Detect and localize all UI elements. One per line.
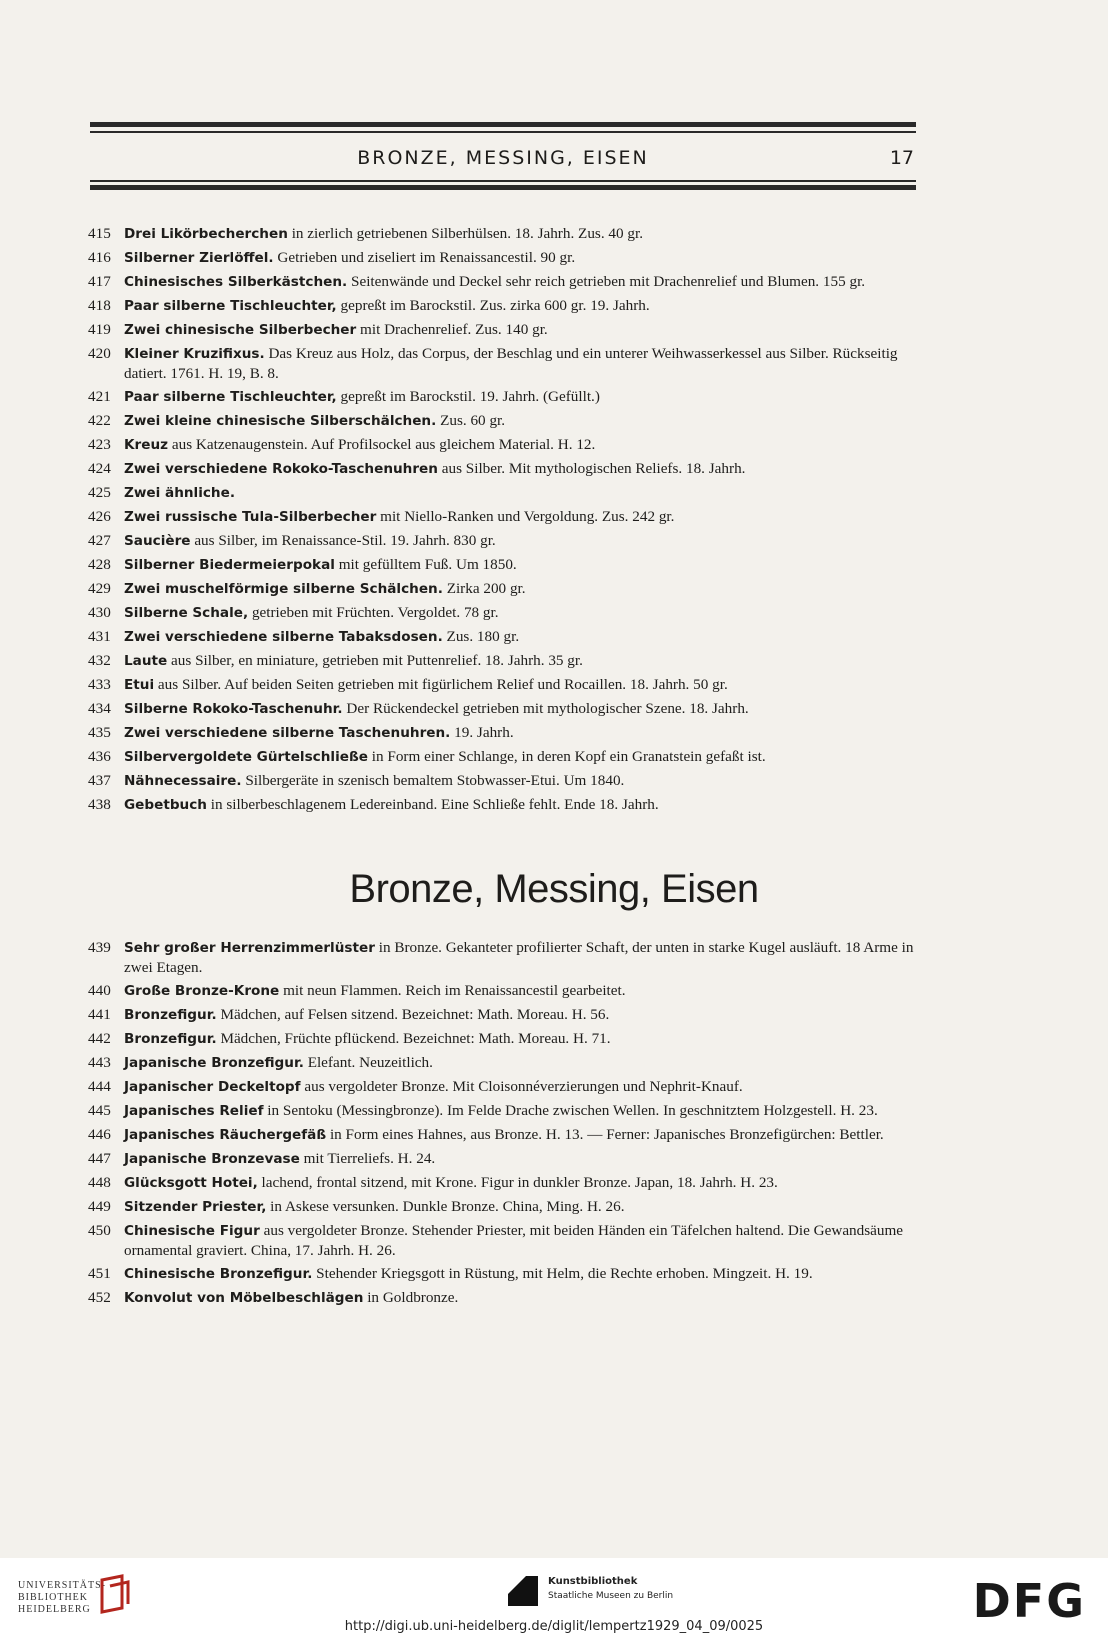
catalog-list-silver xyxy=(88,224,920,819)
entry-number: 450 xyxy=(88,1222,111,1239)
entry-number: 433 xyxy=(88,676,111,693)
catalog-entry xyxy=(88,459,920,479)
entry-detail: in silberbeschlagenem Ledereinband. Eine Schließe fehlt. Ende 18. Jahrh. xyxy=(206,796,659,813)
running-head-title: BRONZE, MESSING, EISEN xyxy=(357,147,649,169)
entry-number: 419 xyxy=(88,321,111,338)
entry-item-name: Japanischer Deckeltopf xyxy=(124,1079,301,1095)
entry-description xyxy=(124,603,920,623)
kb-subtitle: Staatliche Museen zu Berlin xyxy=(548,1591,674,1601)
university-library-logo-icon xyxy=(98,1574,132,1614)
entry-item-name: Bronzefigur. xyxy=(124,1031,217,1047)
entry-detail: mit Niello-Ranken und Vergoldung. Zus. 242 gr. xyxy=(376,508,675,525)
entry-detail: in Goldbronze. xyxy=(363,1289,459,1306)
entry-item-name: Zwei muschelförmige silberne Schälchen. xyxy=(124,581,443,597)
entry-item-name: Zwei verschiedene silberne Tabaksdosen. xyxy=(124,629,443,645)
entry-item-name: Japanisches Räuchergefäß xyxy=(124,1127,327,1143)
catalog-entry xyxy=(88,747,920,767)
catalog-entry xyxy=(88,224,920,244)
entry-item-name: Chinesische Bronzefigur. xyxy=(124,1266,313,1282)
catalog-entry xyxy=(88,699,920,719)
entry-number: 437 xyxy=(88,772,111,789)
entry-number: 422 xyxy=(88,412,111,429)
entry-number: 416 xyxy=(88,249,111,266)
entry-item-name: Laute xyxy=(124,653,168,669)
entry-item-name: Paar silberne Tischleuchter, xyxy=(124,389,337,405)
entry-description xyxy=(124,272,920,292)
entry-detail: lachend, frontal sitzend, mit Krone. Figur in dunkler Bronze. Japan, 18. Jahrh. H. 23. xyxy=(257,1174,778,1191)
entry-number: 435 xyxy=(88,724,111,741)
entry-number: 430 xyxy=(88,604,111,621)
entry-detail: in Bronze. Gekanteter profilierter Schaft, der unten in starke Kugel ausläuft. 18 Arme in zwei Etagen. xyxy=(124,939,914,976)
catalog-entry xyxy=(88,555,920,575)
entry-detail: getrieben mit Früchten. Vergoldet. 78 gr. xyxy=(248,604,499,621)
entry-detail: in Sentoku (Messingbronze). Im Felde Drache zwischen Wellen. In geschnitztem Holzgestell. H. 23. xyxy=(263,1102,878,1119)
catalog-entry xyxy=(88,723,920,743)
top-rule-thick xyxy=(90,122,916,127)
entry-item-name: Sitzender Priester, xyxy=(124,1199,267,1215)
entry-number: 451 xyxy=(88,1265,111,1282)
entry-detail: aus Silber. Mit mythologischen Reliefs. 18. Jahrh. xyxy=(437,460,746,477)
catalog-entry xyxy=(88,320,920,340)
catalog-entry xyxy=(88,795,920,815)
entry-description xyxy=(124,411,920,431)
entry-number: 418 xyxy=(88,297,111,314)
entry-description xyxy=(124,981,920,1001)
entry-detail: Silbergeräte in szenisch bemaltem Stobwasser-Etui. Um 1840. xyxy=(241,772,625,789)
catalog-entry xyxy=(88,651,920,671)
catalog-entry xyxy=(88,248,920,268)
entry-item-name: Chinesisches Silberkästchen. xyxy=(124,274,348,290)
entry-number: 417 xyxy=(88,273,111,290)
entry-description xyxy=(124,344,920,383)
entry-description xyxy=(124,723,920,743)
uni-line-1: UNIVERSITÄTS- xyxy=(18,1580,106,1591)
kunstbibliothek-logo-icon xyxy=(506,1574,540,1608)
entry-item-name: Zwei kleine chinesische Silberschälchen. xyxy=(124,413,437,429)
entry-number: 443 xyxy=(88,1054,111,1071)
entry-item-name: Saucière xyxy=(124,533,191,549)
entry-number: 415 xyxy=(88,225,111,242)
entry-detail: Stehender Kriegsgott in Rüstung, mit Helm, die Rechte erhoben. Mingzeit. H. 19. xyxy=(312,1265,813,1282)
entry-item-name: Paar silberne Tischleuchter, xyxy=(124,298,337,314)
catalog-entry xyxy=(88,344,920,383)
entry-description xyxy=(124,938,920,977)
section-heading: Bronze, Messing, Eisen xyxy=(349,867,759,911)
entry-description xyxy=(124,1005,920,1025)
entry-detail: mit Tierreliefs. H. 24. xyxy=(299,1150,436,1167)
entry-description xyxy=(124,1077,920,1097)
catalog-entry xyxy=(88,531,920,551)
entry-number: 424 xyxy=(88,460,111,477)
catalog-entry xyxy=(88,1221,920,1260)
entry-number: 425 xyxy=(88,484,111,501)
entry-detail: mit neun Flammen. Reich im Renaissancestil gearbeitet. xyxy=(279,982,626,999)
entry-detail: Zus. 180 gr. xyxy=(442,628,520,645)
catalog-entry xyxy=(88,1077,920,1097)
catalog-entry xyxy=(88,411,920,431)
entry-item-name: Zwei chinesische Silberbecher xyxy=(124,322,357,338)
entry-description xyxy=(124,224,920,244)
entry-detail: aus Silber. Auf beiden Seiten getrieben mit figürlichem Relief und Rocaillen. 18. Jahrh. 50 gr. xyxy=(154,676,728,693)
entry-number: 448 xyxy=(88,1174,111,1191)
entry-item-name: Zwei ähnliche. xyxy=(124,485,235,501)
catalog-entry xyxy=(88,1173,920,1193)
entry-description xyxy=(124,651,920,671)
entry-number: 428 xyxy=(88,556,111,573)
entry-item-name: Japanisches Relief xyxy=(124,1103,264,1119)
entry-description xyxy=(124,795,920,815)
entry-description xyxy=(124,1197,920,1217)
entry-detail: Das Kreuz aus Holz, das Corpus, der Beschlag und ein unterer Weihwasserkessel aus Silber. Rückseitig datiert. 1761. H. 19, B. 8. xyxy=(124,345,898,382)
entry-description xyxy=(124,435,920,455)
catalog-entry xyxy=(88,483,920,503)
entry-number: 426 xyxy=(88,508,111,525)
catalog-entry xyxy=(88,1053,920,1073)
header-rule-thin xyxy=(90,180,916,182)
entry-detail: aus vergoldeter Bronze. Mit Cloisonnéverzierungen und Nephrit-Knauf. xyxy=(300,1078,743,1095)
entry-description xyxy=(124,483,920,503)
entry-description xyxy=(124,1125,920,1145)
entry-item-name: Zwei verschiedene silberne Taschenuhren. xyxy=(124,725,451,741)
entry-number: 440 xyxy=(88,982,111,999)
entry-number: 444 xyxy=(88,1078,111,1095)
catalog-entry xyxy=(88,296,920,316)
entry-number: 432 xyxy=(88,652,111,669)
catalog-entry xyxy=(88,603,920,623)
catalog-list-bronze xyxy=(88,938,920,1312)
entry-description xyxy=(124,747,920,767)
entry-number: 434 xyxy=(88,700,111,717)
entry-item-name: Bronzefigur. xyxy=(124,1007,217,1023)
entry-item-name: Silberner Biedermeierpokal xyxy=(124,557,335,573)
entry-detail: aus Silber, im Renaissance-Stil. 19. Jahrh. 830 gr. xyxy=(190,532,496,549)
entry-number: 439 xyxy=(88,939,111,956)
entry-number: 423 xyxy=(88,436,111,453)
entry-description xyxy=(124,1173,920,1193)
entry-number: 429 xyxy=(88,580,111,597)
entry-description xyxy=(124,675,920,695)
entry-item-name: Sehr großer Herrenzimmerlüster xyxy=(124,940,375,956)
entry-detail: Mädchen, auf Felsen sitzend. Bezeichnet: Math. Moreau. H. 56. xyxy=(216,1006,610,1023)
catalog-entry xyxy=(88,1125,920,1145)
entry-detail: Getrieben und ziseliert im Renaissancestil. 90 gr. xyxy=(273,249,576,266)
top-rule-thin xyxy=(90,131,916,133)
entry-detail: in Askese versunken. Dunkle Bronze. China, Ming. H. 26. xyxy=(266,1198,625,1215)
entry-detail: Der Rückendeckel getrieben mit mythologischer Szene. 18. Jahrh. xyxy=(342,700,749,717)
entry-item-name: Silbervergoldete Gürtelschließe xyxy=(124,749,368,765)
catalog-entry xyxy=(88,981,920,1001)
entry-number: 438 xyxy=(88,796,111,813)
entry-item-name: Silberne Schale, xyxy=(124,605,249,621)
catalog-entry xyxy=(88,1005,920,1025)
entry-description xyxy=(124,1264,920,1284)
entry-detail: in Form einer Schlange, in deren Kopf ein Granatstein gefaßt ist. xyxy=(367,748,766,765)
header-rule-thick xyxy=(90,185,916,190)
entry-number: 447 xyxy=(88,1150,111,1167)
entry-number: 442 xyxy=(88,1030,111,1047)
entry-item-name: Große Bronze-Krone xyxy=(124,983,280,999)
entry-description xyxy=(124,627,920,647)
entry-description xyxy=(124,1101,920,1121)
source-url-link[interactable]: http://digi.ub.uni-heidelberg.de/diglit/lempertz1929_04_09/0025 xyxy=(344,1619,764,1634)
entry-number: 449 xyxy=(88,1198,111,1215)
catalog-entry xyxy=(88,435,920,455)
entry-description xyxy=(124,296,920,316)
entry-number: 421 xyxy=(88,388,111,405)
catalog-entry xyxy=(88,675,920,695)
entry-detail: mit gefülltem Fuß. Um 1850. xyxy=(334,556,517,573)
entry-detail: in zierlich getriebenen Silberhülsen. 18. Jahrh. Zus. 40 gr. xyxy=(287,225,644,242)
entry-detail: Mädchen, Früchte pflückend. Bezeichnet: Math. Moreau. H. 71. xyxy=(216,1030,611,1047)
entry-number: 436 xyxy=(88,748,111,765)
catalog-entry xyxy=(88,1288,920,1308)
catalog-entry xyxy=(88,507,920,527)
entry-detail: mit Drachenrelief. Zus. 140 gr. xyxy=(356,321,548,338)
entry-item-name: Silberne Rokoko-Taschenuhr. xyxy=(124,701,343,717)
catalog-entry xyxy=(88,1149,920,1169)
entry-item-name: Japanische Bronzevase xyxy=(124,1151,300,1167)
entry-description xyxy=(124,459,920,479)
entry-item-name: Kreuz xyxy=(124,437,169,453)
entry-item-name: Nähnecessaire. xyxy=(124,773,242,789)
university-library-logo-text xyxy=(18,1580,106,1616)
catalog-entry xyxy=(88,579,920,599)
entry-description xyxy=(124,1221,920,1260)
catalog-entry xyxy=(88,1197,920,1217)
entry-description xyxy=(124,531,920,551)
catalog-entry xyxy=(88,387,920,407)
entry-detail: Seitenwände und Deckel sehr reich getrieben mit Drachenrelief und Blumen. 155 gr. xyxy=(347,273,866,290)
entry-description xyxy=(124,579,920,599)
kunstbibliothek-label xyxy=(548,1575,673,1603)
entry-detail: Elefant. Neuzeitlich. xyxy=(303,1054,433,1071)
entry-description xyxy=(124,1288,920,1308)
catalog-entry xyxy=(88,1264,920,1284)
kb-name: Kunstbibliothek xyxy=(548,1576,638,1587)
uni-line-3: HEIDELBERG xyxy=(18,1604,91,1615)
entry-detail: Zus. 60 gr. xyxy=(436,412,506,429)
entry-detail: aus vergoldeter Bronze. Stehender Priester, mit beiden Händen ein Täfelchen haltend. Die Gewandsäume ornamental graviert. China, 17. Jahrh. H. 26. xyxy=(124,1222,904,1259)
entry-number: 445 xyxy=(88,1102,111,1119)
entry-description xyxy=(124,771,920,791)
entry-description xyxy=(124,1053,920,1073)
entry-detail: gepreßt im Barockstil. 19. Jahrh. (Gefüllt.) xyxy=(336,388,600,405)
catalog-entry xyxy=(88,938,920,977)
catalog-entry xyxy=(88,272,920,292)
entry-detail: in Form eines Hahnes, aus Bronze. H. 13. — Ferner: Japanisches Bronzefigürchen: Bettler. xyxy=(326,1126,884,1143)
entry-number: 431 xyxy=(88,628,111,645)
entry-number: 420 xyxy=(88,345,111,362)
entry-item-name: Drei Likörbecherchen xyxy=(124,226,288,242)
entry-item-name: Japanische Bronzefigur. xyxy=(124,1055,304,1071)
catalog-entry xyxy=(88,1029,920,1049)
entry-item-name: Silberner Zierlöffel. xyxy=(124,250,274,266)
entry-item-name: Gebetbuch xyxy=(124,797,207,813)
running-head xyxy=(90,145,916,175)
entry-description xyxy=(124,387,920,407)
entry-item-name: Glücksgott Hotei, xyxy=(124,1175,258,1191)
entry-detail: aus Silber, en miniature, getrieben mit Puttenrelief. 18. Jahrh. 35 gr. xyxy=(167,652,583,669)
entry-description xyxy=(124,555,920,575)
uni-line-2: BIBLIOTHEK xyxy=(18,1592,88,1603)
entry-description xyxy=(124,248,920,268)
entry-description xyxy=(124,1029,920,1049)
dfg-logo: DFG xyxy=(972,1574,1086,1628)
entry-item-name: Etui xyxy=(124,677,155,693)
entry-detail: 19. Jahrh. xyxy=(450,724,514,741)
entry-number: 452 xyxy=(88,1289,111,1306)
entry-item-name: Chinesische Figur xyxy=(124,1223,260,1239)
entry-item-name: Zwei verschiedene Rokoko-Taschenuhren xyxy=(124,461,438,477)
page-number: 17 xyxy=(889,147,914,169)
catalog-entry xyxy=(88,1101,920,1121)
entry-number: 441 xyxy=(88,1006,111,1023)
entry-description xyxy=(124,1149,920,1169)
catalog-entry xyxy=(88,771,920,791)
entry-number: 446 xyxy=(88,1126,111,1143)
entry-item-name: Zwei russische Tula-Silberbecher xyxy=(124,509,377,525)
entry-description xyxy=(124,507,920,527)
entry-detail: Zirka 200 gr. xyxy=(442,580,526,597)
entry-detail: aus Katzenaugenstein. Auf Profilsockel aus gleichem Material. H. 12. xyxy=(168,436,596,453)
entry-number: 427 xyxy=(88,532,111,549)
entry-description xyxy=(124,699,920,719)
entry-item-name: Kleiner Kruzifixus. xyxy=(124,346,265,362)
catalog-entry xyxy=(88,627,920,647)
entry-description xyxy=(124,320,920,340)
entry-detail: gepreßt im Barockstil. Zus. zirka 600 gr. 19. Jahrh. xyxy=(336,297,650,314)
entry-item-name: Konvolut von Möbelbeschlägen xyxy=(124,1290,364,1306)
